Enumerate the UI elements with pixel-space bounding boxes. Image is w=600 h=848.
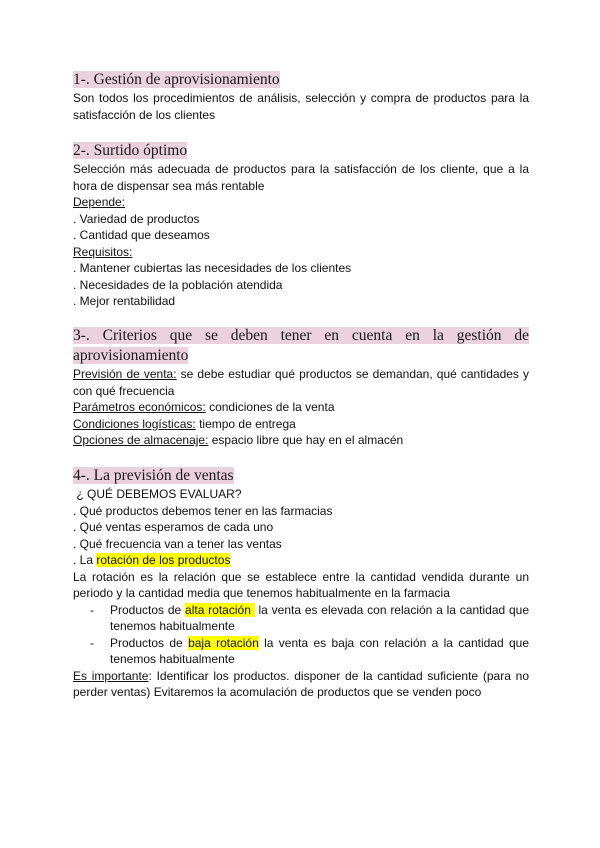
criterion-item: Condiciones logísticas: tiempo de entrega: [73, 416, 296, 431]
criterion-item: Previsión de venta: se debe estudiar qué productos se demandan, qué cantidades y con qué frecuencia: [73, 367, 530, 398]
criterion-item: Parámetros económicos: condiciones de la venta: [73, 400, 335, 414]
section-4: [73, 466, 529, 701]
bullet-item: - Productos de alta rotación la venta es elevada con relación a la cantidad que tenemos habitualmente: [90, 602, 529, 633]
section-2-heading: [73, 141, 529, 161]
list-item: . Cantidad que deseamos: [73, 228, 210, 242]
list-item: . Qué frecuencia van a tener las ventas: [73, 536, 282, 551]
section-3: [73, 326, 529, 449]
baja-rotacion-highlight: baja rotación: [188, 635, 259, 650]
section-1: [73, 70, 529, 123]
criterion-item: Opciones de almacenaje: espacio libre que hay en el almacén: [73, 433, 404, 447]
section-4-heading-text: 4-. La previsión de ventas: [73, 467, 234, 484]
alta-rotacion-highlight: alta rotación: [185, 602, 255, 617]
list-item: . Qué ventas esperamos de cada uno: [73, 520, 274, 534]
section-2-heading-text: 2-. Surtido óptimo: [73, 142, 188, 159]
rotation-body: La rotación es la relación que se establece entre la cantidad vendida durante un periodo y la cantidad media que tenemos habitualmente en la farmacia: [73, 569, 529, 600]
section-2: [73, 141, 529, 310]
requisitos-label: Requisitos:: [73, 244, 133, 259]
section-4-heading: [73, 466, 529, 486]
section-3-heading-text: 3-. Criterios que se deben tener en cuenta en la gestión de aprovisionamiento: [73, 327, 529, 364]
section-1-body: Son todos los procedimientos de análisis, selección y compra de productos para la satisfacción de los clientes: [73, 91, 529, 122]
section-1-heading: [73, 70, 529, 90]
rotation-line: . La rotación de los productos: [73, 553, 231, 567]
important-note: Es importante: Identificar los productos. disponer de la cantidad suficiente (para no perder ventas) Evitaremos la acomulación de productos que se venden poco: [73, 668, 529, 699]
depende-label: Depende:: [73, 195, 126, 209]
list-item: . Necesidades de la población atendida: [73, 277, 283, 292]
list-item: . Qué productos debemos tener en las farmacias: [73, 503, 333, 518]
question-line: ¿ QUÉ DEBEMOS EVALUAR?: [73, 487, 242, 501]
list-item: . Mejor rentabilidad: [73, 294, 176, 308]
rotation-highlight: rotación de los productos: [96, 553, 231, 567]
section-2-body: Selección más adecuada de productos para la satisfacción de los cliente, que a la hora de dispensar sea más rentable: [73, 162, 529, 193]
section-3-heading: [73, 326, 529, 366]
section-1-heading-text: 1-. Gestión de aprovisionamiento: [73, 71, 280, 88]
list-item: . Mantener cubiertas las necesidades de los clientes: [73, 261, 352, 275]
bullet-item: - Productos de baja rotación la venta es baja con relación a la cantidad que tenemos habitualmente: [90, 635, 530, 666]
list-item: . Variedad de productos: [73, 211, 200, 226]
